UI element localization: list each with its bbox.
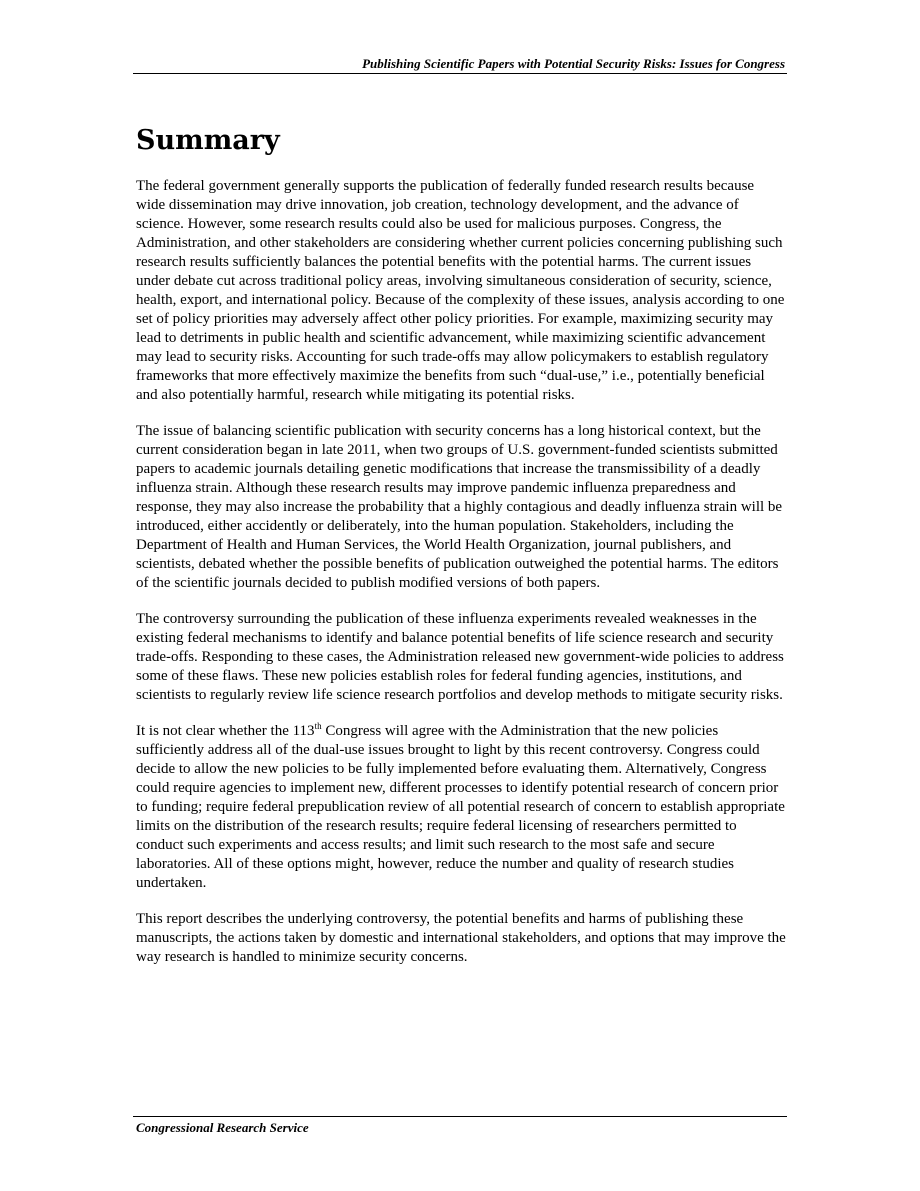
running-header: Publishing Scientific Papers with Potential Security Risks: Issues for Congress [362, 56, 785, 71]
summary-paragraph-3: The controversy surrounding the publication of these influenza experiments revealed weaknesses in the existing federal mechanisms to identify and balance potential benefits of life science research and security trade-offs. Responding to these cases, the Administration released new government-wide policies to address some of these flaws. These new policies establish roles for federal funding agencies, institutions, and scientists to regularly review life science research portfolios and develop methods to mitigate security risks. [136, 611, 784, 703]
summary-paragraph-5: This report describes the underlying controversy, the potential benefits and harms of publishing these manuscripts, the actions taken by domestic and international stakeholders, and options that may improve the way research is handled to minimize security concerns. [136, 911, 786, 965]
summary-paragraph-1: The federal government generally supports the publication of federally funded research results because wide dissemination may drive innovation, job creation, technology development, and the advance of science. However, some research results could also be used for malicious purposes. Congress, the Administration, and other stakeholders are considering whether current policies concerning publishing such research results sufficiently balances the potential benefits with the potential harms. The current issues under debate cut across traditional policy areas, involving simultaneous consideration of security, science, health, export, and international policy. Because of the complexity of these issues, analysis according to one set of policy priorities may adversely affect other policy priorities. For example, maximizing security may lead to detriments in public health and scientific advancement, while maximizing scientific advancement may lead to security risks. Accounting for such trade-offs may allow policymakers to establish regulatory frameworks that more effectively maximize the benefits from such “dual-use,” i.e., potentially beneficial and also potentially harmful, research while mitigating its potential risks. [136, 178, 785, 403]
summary-paragraph-4 [136, 722, 786, 893]
section-title: Summary [136, 125, 280, 156]
header-rule [133, 73, 787, 74]
paragraph-4-lead: It is not clear whether the 113 [136, 723, 315, 739]
summary-body [136, 177, 786, 984]
footer-rule [133, 1116, 787, 1117]
ordinal-superscript: th [314, 721, 322, 731]
running-footer: Congressional Research Service [136, 1120, 309, 1135]
paragraph-4-rest: Congress will agree with the Administration that the new policies sufficiently address all of the dual-use issues brought to light by this recent controversy. Congress could decide to allow the new policies to be fully implemented before evaluating them. Alternatively, Congress could require agencies to implement new, different processes to identify potential research of concern prior to funding; require federal prepublication review of all potential research of concern to establish appropriate limits on the distribution of the research results; require federal licensing of researchers permitted to conduct such experiments and access results; and limit such research to the most safe and secure laboratories. All of these options might, however, reduce the number and quality of research studies undertaken. [136, 723, 785, 891]
summary-paragraph-2: The issue of balancing scientific publication with security concerns has a long historical context, but the current consideration began in late 2011, when two groups of U.S. government-funded scientists submitted papers to academic journals detailing genetic modifications that increase the transmissibility of a deadly influenza strain. Although these research results may improve pandemic influenza preparedness and response, they may also increase the probability that a highly contagious and deadly influenza strain will be introduced, either accidently or deliberately, into the human population. Stakeholders, including the Department of Health and Human Services, the World Health Organization, journal publishers, and scientists, debated whether the possible benefits of publication outweighed the potential harms. The editors of the scientific journals decided to publish modified versions of both papers. [136, 423, 783, 591]
